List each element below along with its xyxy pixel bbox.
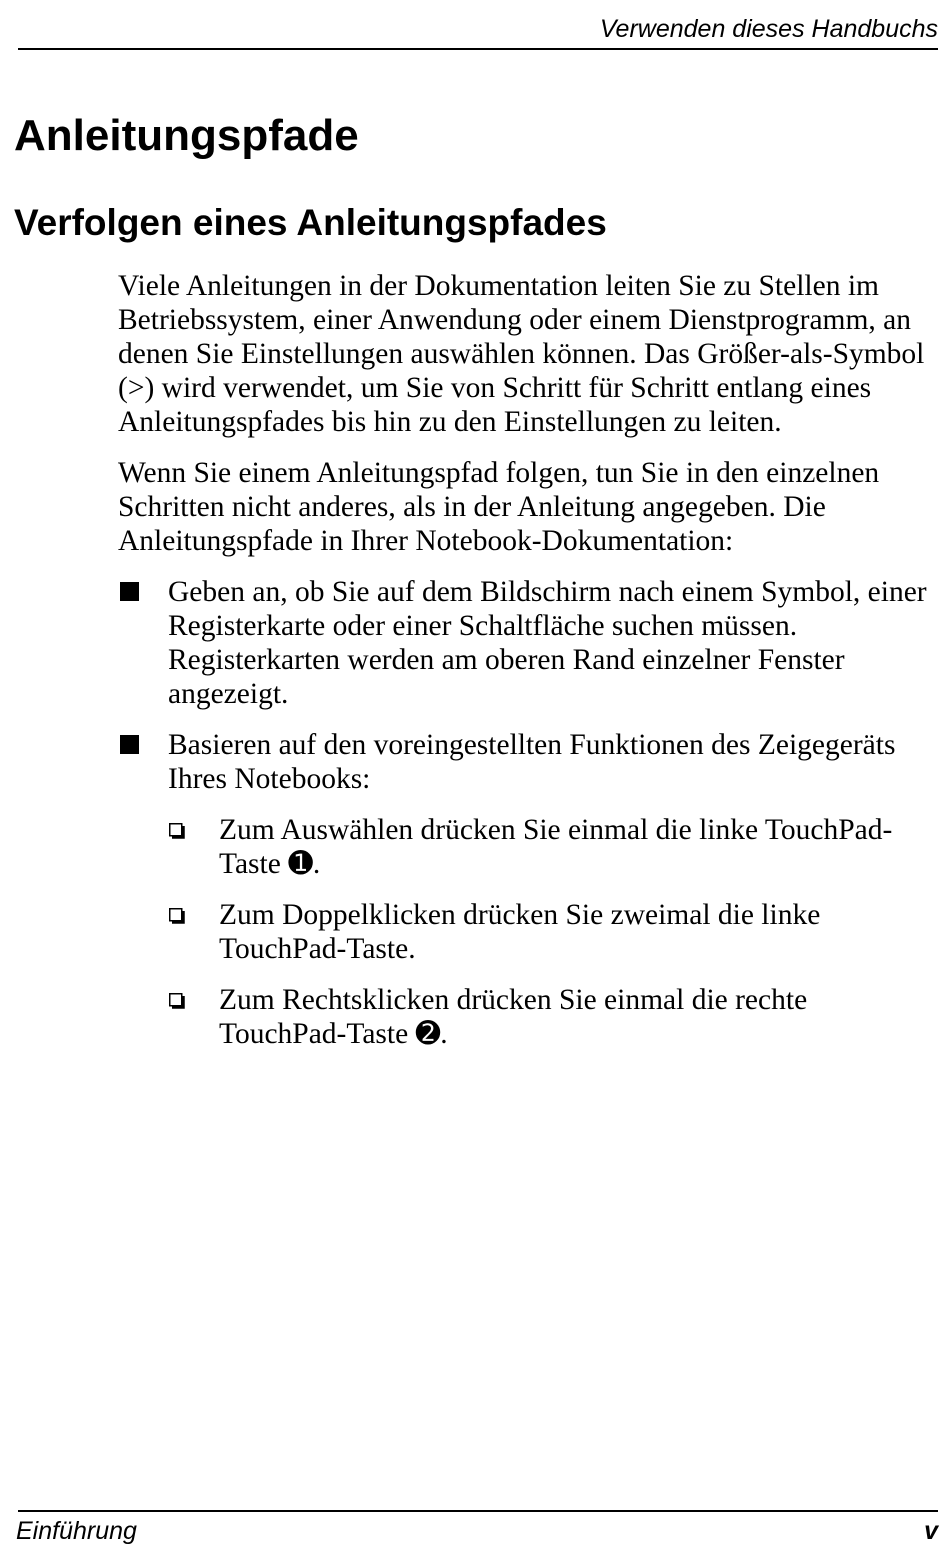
list-item — [118, 728, 933, 1051]
paragraph-intro: Viele Anleitungen in der Dokumentation leiten Sie zu Stellen im Betriebssystem, einer Anwendung oder einem Dienstprogramm, an denen Sie Einstellungen auswählen können. Das Größer-als-Symbol (>) wird verwendet, um Sie von Schritt für Schritt entlang eines Anleitungspfades bis hin zu den Einstellungen zu leiten. — [118, 270, 925, 438]
shadowed-box-bullet-icon — [169, 908, 185, 924]
sub-list-item — [168, 813, 933, 881]
list-item-text: Basieren auf den voreingestellten Funktionen des Zeigegeräts Ihres Notebooks: — [168, 729, 896, 795]
sub-list-item-text: Zum Auswählen drücken Sie einmal die linke TouchPad-Taste ➊. — [219, 814, 893, 880]
sub-list-item — [168, 898, 933, 966]
bullet-list — [118, 575, 933, 1051]
running-header-title: Verwenden dieses Handbuchs — [599, 15, 938, 43]
sub-list-item-text: Zum Doppelklicken drücken Sie zweimal die linke TouchPad-Taste. — [219, 899, 821, 965]
list-item — [118, 575, 933, 711]
paragraph-following-path: Wenn Sie einem Anleitungspfad folgen, tun Sie in den einzelnen Schritten nicht anderes, als in der Anleitung angegeben. Die Anleitungspfade in Ihrer Notebook-Dokumentation: — [118, 457, 880, 557]
page-number: v — [924, 1517, 938, 1545]
square-bullet-icon — [120, 582, 139, 601]
sub-bullet-list — [168, 813, 933, 1051]
list-item-text: Geben an, ob Sie auf dem Bildschirm nach einem Symbol, einer Registerkarte oder einer Schaltfläche suchen müssen. Registerkarten werden am oberen Rand einzelner Fenster angezeigt. — [168, 576, 927, 710]
square-bullet-icon — [120, 735, 139, 754]
body-content — [118, 269, 933, 1068]
running-header — [18, 10, 938, 50]
sub-list-item — [168, 983, 933, 1051]
footer-chapter-title: Einführung — [16, 1517, 137, 1545]
sub-list-item-text: Zum Rechtsklicken drücken Sie einmal die rechte TouchPad-Taste ➋. — [219, 984, 808, 1050]
shadowed-box-bullet-icon — [169, 993, 185, 1009]
chapter-title: Anleitungspfade — [14, 111, 359, 160]
running-footer — [18, 1510, 938, 1552]
section-title: Verfolgen eines Anleitungspfades — [14, 202, 607, 243]
shadowed-box-bullet-icon — [169, 823, 185, 839]
